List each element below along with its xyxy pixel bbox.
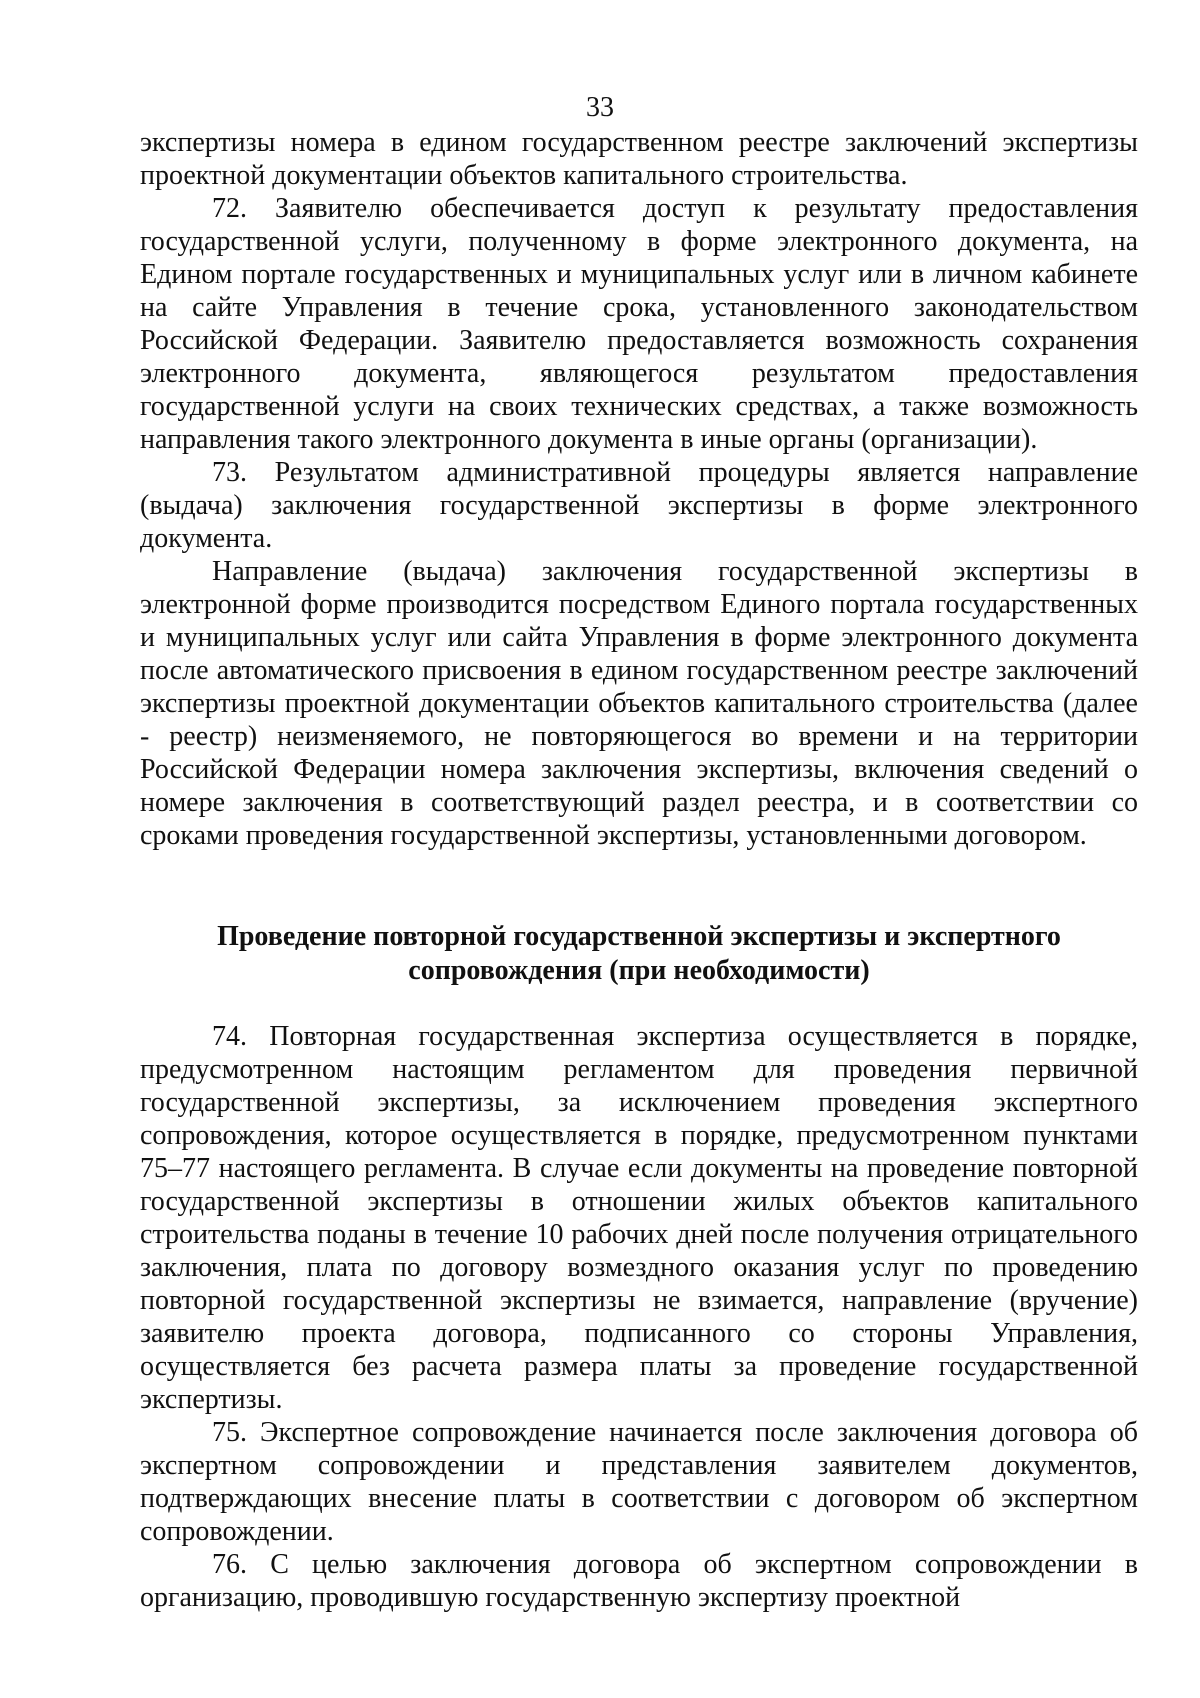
paragraph-73: 73. Результатом административной процедуры является направление (выдача) заключения государственной экспертизы в форме электронного документа. [140,457,1138,554]
paragraph-74: 74. Повторная государственная экспертиза осуществляется в порядке, предусмотренном настоящим регламентом для проведения первичной государственной экспертизы, за исключением проведения экспертного сопровождения, которое осуществляется в порядке, предусмотренном пунктами 75–77 настоящего регламента. В случае если документы на проведение повторной государственной экспертизы в отношении жилых объектов капитального строительства поданы в течение 10 рабочих дней после получения отрицательного заключения, плата по договору возмездного оказания услуг по проведению повторной государственной экспертизы не взимается, направление (вручение) заявителю проекта договора, подписанного со стороны Управления, осуществляется без расчета размера платы за проведение государственной экспертизы. [140,1021,1138,1415]
paragraph-75: 75. Экспертное сопровождение начинается после заключения договора об экспертном сопровождении и представления заявителем документов, подтверждающих внесение платы в соответствии с договором об экспертном сопровождении. [140,1417,1138,1547]
paragraph-72: 72. Заявителю обеспечивается доступ к результату предоставления государственной услуги, полученному в форме электронного документа, на Едином портале государственных и муниципальных услуг или в личном кабинете на сайте Управления в течение срока, установленного законодательством Российской Федерации. Заявителю предоставляется возможность сохранения электронного документа, являющегося результатом предоставления государственной услуги на своих технических средствах, а также возможность направления такого электронного документа в иные органы (организации). [140,193,1138,455]
paragraph-continuation: экспертизы номера в едином государственном реестре заключений экспертизы проектной документации объектов капитального строительства. [140,127,1138,191]
section-heading [140,920,1138,988]
paragraph-76: 76. С целью заключения договора об экспертном сопровождении в организацию, проводившую государственную экспертизу проектной [140,1549,1138,1613]
paragraph-issuance: Направление (выдача) заключения государственной экспертизы в электронной форме производится посредством Единого портала государственных и муниципальных услуг или сайта Управления в форме электронного документа после автоматического присвоения в едином государственном реестре заключений экспертизы проектной документации объектов капитального строительства (далее - реестр) неизменяемого, не повторяющегося во времени и на территории Российской Федерации номера заключения экспертизы, включения сведений о номере заключения в соответствующий раздел реестра, и в соответствии со сроками проведения государственной экспертизы, установленными договором. [140,556,1138,851]
page-number: 33 [586,92,614,123]
bottom-section [140,1020,1138,1614]
heading-line-2: сопровождения (при необходимости) [408,955,870,986]
heading-line-1: Проведение повторной государственной экспертизы и экспертного [217,921,1061,952]
top-section [140,126,1138,852]
